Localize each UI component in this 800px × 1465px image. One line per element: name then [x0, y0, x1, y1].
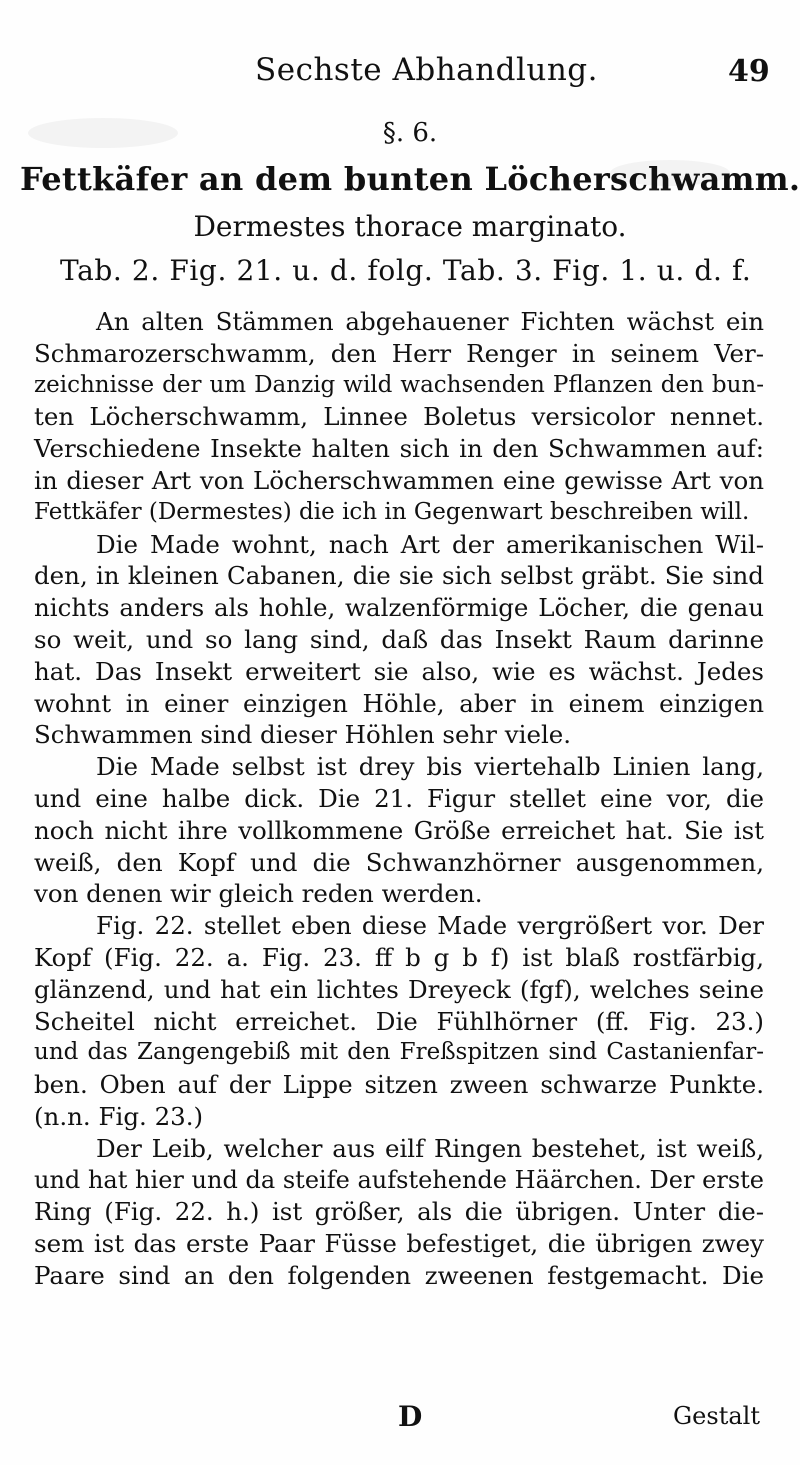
running-head: [0, 52, 800, 96]
text-line: zeichnisse der um Danzig wild wachsenden Pflanzen den bun-: [34, 371, 764, 398]
body-text: [34, 306, 764, 1292]
paragraph-2: [34, 529, 764, 752]
text-line: ten Löcherschwamm, Linnee Boletus versicolor nennet.: [34, 402, 764, 432]
running-title: Sechste Abhandlung.: [255, 52, 599, 88]
text-line: hat. Das Insekt erweitert sie also, wie es wächst. Jedes: [34, 656, 764, 686]
paragraph-1: [34, 306, 764, 529]
text-line: Schmarozerschwamm, den Herr Renger in seinem Ver-: [34, 338, 764, 368]
catchword: Gestalt: [673, 1402, 760, 1430]
text-line: Paare sind an den folgenden zweenen festgemacht. Die: [34, 1260, 764, 1290]
text-line: noch nicht ihre vollkommene Größe erreichet hat. Sie ist: [34, 815, 764, 845]
text-line: glänzend, und hat ein lichtes Dreyeck (fgf), welches seine: [34, 974, 764, 1004]
text-line: und hat hier und da steife aufstehende Häärchen. Der erste: [34, 1165, 764, 1194]
text-line: und eine halbe dick. Die 21. Figur stellet eine vor, die: [34, 783, 764, 813]
text-line: in dieser Art von Löcherschwammen eine gewisse Art von: [34, 465, 764, 495]
text-line: wohnt in einer einzigen Höhle, aber in einem einzigen: [34, 688, 764, 718]
latin-name: Dermestes thorace marginato.: [193, 210, 627, 243]
plate-reference: Tab. 2. Fig. 21. u. d. folg. Tab. 3. Fig. 1. u. d. f.: [60, 254, 752, 287]
section-heading: Fettkäfer an dem bunten Löcherschwamm.: [20, 160, 800, 198]
signature-mark: D: [398, 1400, 423, 1433]
text-line: Fig. 22. stellet eben diese Made vergrößert vor. Der: [96, 911, 764, 941]
text-line: Die Made selbst ist drey bis viertehalb Linien lang,: [96, 752, 764, 782]
text-line: Kopf (Fig. 22. a. Fig. 23. ff b g b f) ist blaß rostfärbig,: [34, 942, 764, 972]
text-line: weiß, den Kopf und die Schwanzhörner ausgenommen,: [34, 847, 764, 877]
text-line: Ring (Fig. 22. h.) ist größer, als die übrigen. Unter die-: [34, 1197, 764, 1227]
paragraph-3: [34, 751, 764, 910]
page-footer: [0, 1400, 800, 1440]
text-line: ben. Oben auf der Lippe sitzen zween schwarze Punkte.: [34, 1070, 764, 1100]
text-line: den, in kleinen Cabanen, die sie sich selbst gräbt. Sie sind: [34, 561, 764, 591]
text-line: Die Made wohnt, nach Art der amerikanischen Wil-: [96, 529, 764, 559]
text-line: sem ist das erste Paar Füsse befestiget, die übrigen zwey: [34, 1229, 764, 1259]
text-line: Verschiedene Insekte halten sich in den Schwammen auf:: [34, 434, 764, 464]
text-line: so weit, und so lang sind, daß das Insekt Raum darinne: [34, 624, 764, 654]
text-line: Schwammen sind dieser Höhlen sehr viele.: [34, 720, 572, 750]
text-line: und das Zangengebiß mit den Freßspitzen sind Castanienfar-: [34, 1039, 764, 1066]
text-line: von denen wir gleich reden werden.: [34, 879, 483, 909]
text-line: Fettkäfer (Dermestes) die ich in Gegenwart beschreiben will.: [34, 498, 750, 525]
text-line: (n.n. Fig. 23.): [34, 1101, 204, 1131]
text-line: Scheitel nicht erreichet. Die Fühlhörner (ff. Fig. 23.): [34, 1006, 764, 1036]
text-line: An alten Stämmen abgehauener Fichten wächst ein: [96, 307, 764, 336]
paragraph-5: [34, 1133, 764, 1292]
section-number: §. 6.: [382, 118, 438, 148]
page-number: 49: [728, 54, 770, 89]
text-line: nichts anders als hohle, walzenförmige Löcher, die genau: [34, 593, 764, 623]
paragraph-4: [34, 910, 764, 1133]
text-line: Der Leib, welcher aus eilf Ringen bestehet, ist weiß,: [96, 1133, 764, 1163]
